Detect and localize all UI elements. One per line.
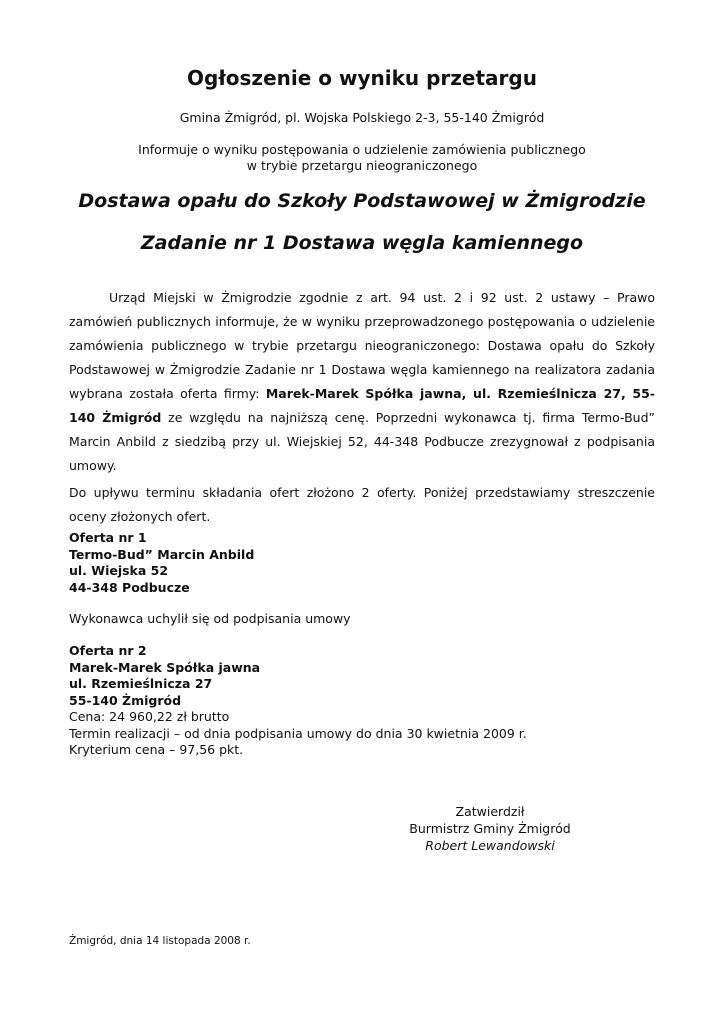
winning-company: Marek-Marek Spółka jawna, ul. Rzemieślnicza 27, 55-140 Żmigród xyxy=(69,386,655,425)
offer-2-city: 55-140 Żmigród xyxy=(69,692,182,708)
offer-2-term: Termin realizacji – od dnia podpisania umowy do dnia 30 kwietnia 2009 r. xyxy=(69,725,527,741)
offer-1-note: Wykonawca uchylił się od podpisania umowy xyxy=(69,611,351,626)
result-paragraph-start: Urząd Miejski w Żmigrodzie zgodnie z art. 94 ust. 2 i 92 ust. 2 ustawy – Prawo zamówień publicznych informuje, że w wyniku przeprowadzonego postępowania o udzielenie zamówienia publicznego w trybie przetargu nieograniczonego: Dostawa opału do Szkoły Podstawowej w Żmigrodzie Zadanie nr 1 Dostawa węgla kamiennego na realizatora zadania wybrana została oferta firmy: xyxy=(69,290,655,401)
signature-approved: Zatwierdził xyxy=(455,804,525,819)
offer-1-street: ul. Wiejska 52 xyxy=(69,563,169,578)
result-paragraph-end: ze względu na najniższą cenę. Poprzedni wykonawca tj. firma Termo-Bud” Marcin Anbild z siedzibą przy ul. Wiejskiej 52, 44-348 Podbucze zrezygnował z podpisania umowy. xyxy=(69,410,656,473)
offer-2-street: ul. Rzemieślnicza 27 xyxy=(69,676,213,691)
offers-summary-paragraph: Do upływu terminu składania ofert złożono 2 oferty. Poniżej przedstawiamy streszczenie oceny złożonych ofert. xyxy=(69,485,655,524)
offer-2-heading: Oferta nr 2 xyxy=(69,643,147,658)
issue-date: Żmigród, dnia 14 listopada 2008 r. xyxy=(69,935,251,947)
signature-position: Burmistrz Gminy Żmigród xyxy=(409,821,571,836)
tender-subject: Dostawa opału do Szkoły Podstawowej w Żmigrodzie xyxy=(78,190,646,212)
signature-name: Robert Lewandowski xyxy=(425,838,555,853)
task-title: Zadanie nr 1 Dostawa węgla kamiennego xyxy=(140,232,584,254)
info-line-1: Informuje o wyniku postępowania o udzielenie zamówienia publicznego xyxy=(138,142,586,157)
offer-2-company: Marek-Marek Spółka jawna xyxy=(69,659,261,675)
offer-1-block xyxy=(69,530,254,596)
signature-block xyxy=(400,803,580,854)
document-title: Ogłoszenie o wyniku przetargu xyxy=(187,66,537,90)
offer-1-company: Termo-Bud” Marcin Anbild xyxy=(69,546,255,562)
offer-1-heading: Oferta nr 1 xyxy=(69,530,147,545)
result-paragraph xyxy=(69,286,655,478)
issuer-address: Gmina Żmigród, pl. Wojska Polskiego 2-3, 55-140 Żmigród xyxy=(179,110,545,125)
offer-1-city: 44-348 Podbucze xyxy=(69,579,190,595)
offer-2-criterion: Kryterium cena – 97,56 pkt. xyxy=(69,742,244,757)
offer-2-price: Cena: 24 960,22 zł brutto xyxy=(69,709,230,724)
info-line-2: w trybie przetargu nieograniczonego xyxy=(246,158,478,173)
offer-2-block xyxy=(69,643,527,759)
